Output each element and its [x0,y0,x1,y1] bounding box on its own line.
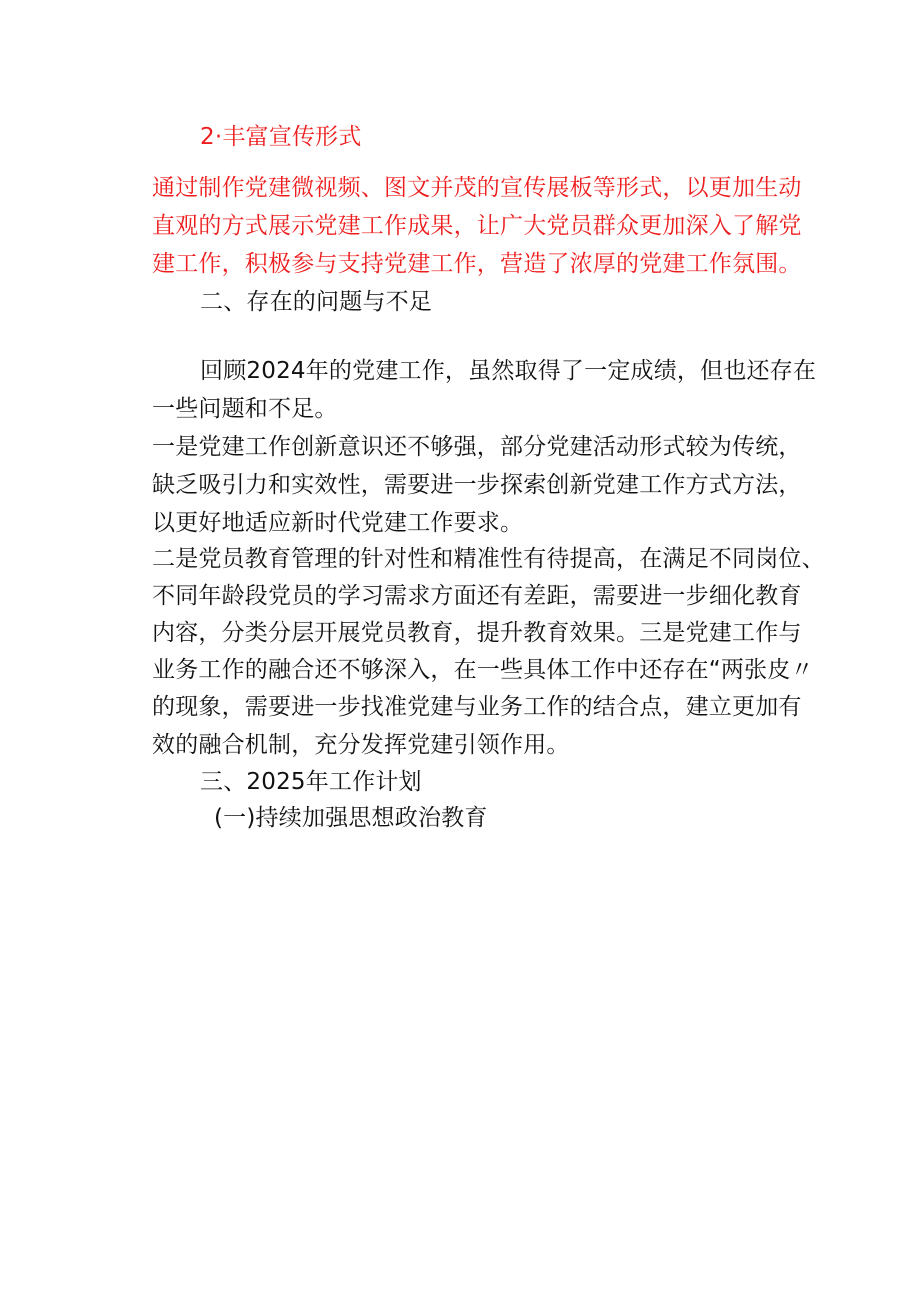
paragraph-line: 业务工作的融合还不够深入，在一些具体工作中还存在“两张皮〃 [152,657,814,683]
paragraph-line: 直观的方式展示党建工作成果，让广大党员群众更加深入了解党 [152,213,802,239]
paragraph-line: 以更好地适应新时代党建工作要求。 [152,510,524,536]
paragraph-line: 回顾2024年的党建工作，虽然取得了一定成绩，但也还存在 [200,358,817,384]
paragraph-line: 效的融合机制，充分发挥党建引领作用。 [152,732,570,758]
paragraph-line: 的现象，需要进一步找准党建与业务工作的结合点，建立更加有 [152,694,802,720]
paragraph-line: 建工作，积极参与支持党建工作，营造了浓厚的党建工作氛围。 [152,251,802,277]
heading-problems: 二、存在的问题与不足 [200,289,432,315]
paragraph-line: 一是党建工作创新意识还不够强，部分党建活动形式较为传统， [152,434,802,460]
section-heading-rich-propaganda: 2·丰富宣传形式 [200,124,362,150]
paragraph-line: 内容，分类分层开展党员教育，提升教育效果。三是党建工作与 [152,620,802,646]
subheading-plan-1: (一)持续加强思想政治教育 [214,805,488,831]
paragraph-line: 一些问题和不足。 [152,396,338,422]
paragraph-line: 二是党员教育管理的针对性和精准性有待提高，在满足不同岗位、 [152,546,825,572]
heading-plan: 三、2025年工作计划 [200,769,422,795]
paragraph-line: 缺乏吸引力和实效性，需要进一步探索创新党建工作方式方法， [152,472,802,498]
paragraph-line: 不同年龄段党员的学习需求方面还有差距，需要进一步细化教育 [152,583,802,609]
paragraph-line: 通过制作党建微视频、图文并茂的宣传展板等形式，以更加生动 [152,175,802,201]
